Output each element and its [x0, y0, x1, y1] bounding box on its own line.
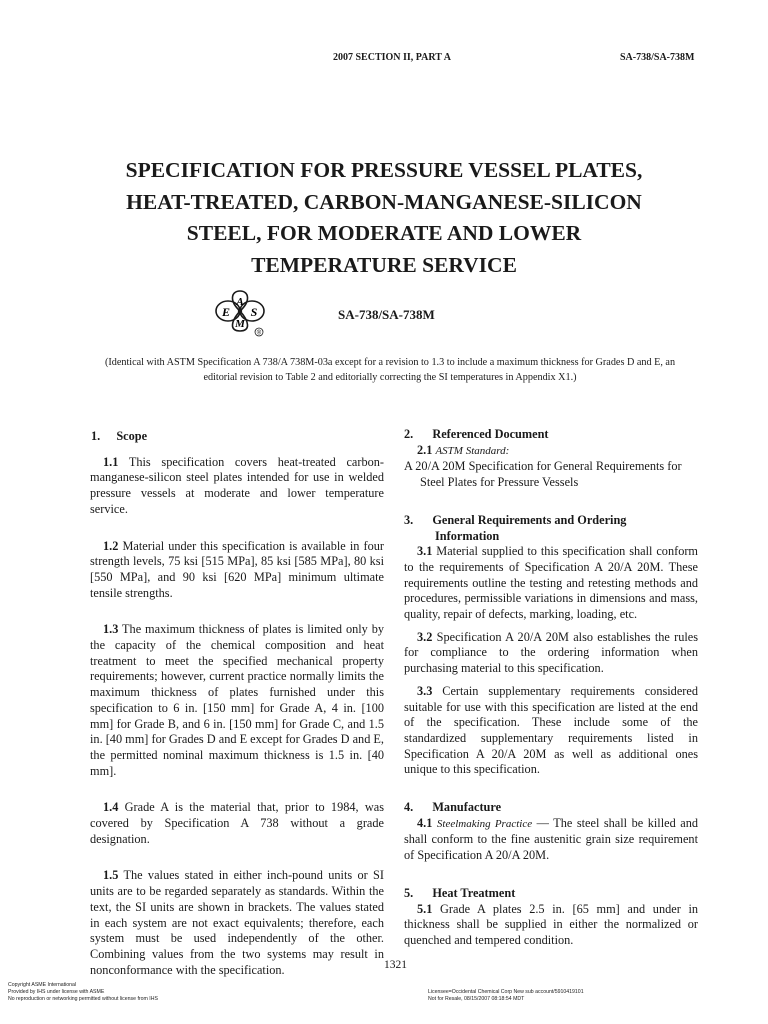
title-line: HEAT-TREATED, CARBON-MANGANESE-SILICON: [126, 189, 642, 214]
paragraph-text: — The steel shall be killed and shall conform to the fine austenitic grain size requirement of Specification A 20/A 20M.: [404, 815, 698, 863]
paragraph-text: The maximum thickness of plates is limited only by the capacity of the chemical composition and heat treatment to meet the specified mechanical property requirements; however, current practice normally limits the maximum thickness of plates furnished under this specification to 6 in. [150 mm] for Grade A, 4 in. [100 mm] for Grade B, and 6 in. [150 mm] for Grade C, and 1.5 in. [40 mm] for Grades D and E except for Grades D and E, the permitted nominal maximum thickness is 1.5 in. [40 mm].: [90, 622, 385, 778]
paragraph-text: Material under this specification is available in four strength levels, 75 ksi [515 MPa], 85 ksi [585 MPa], 80 ksi [550 MPa], and 90 ksi [620 MPa] minimum ultimate tensile strengths.: [90, 538, 384, 600]
paragraph-text: This specification covers heat-treated carbon-manganese-silicon steel plates intended for use in welded pressure vessels at moderate and lower temperature service.: [90, 454, 384, 516]
section-number: 3.: [404, 512, 414, 527]
svg-text:®: ®: [256, 330, 262, 337]
footer-line: Licensee=Occidental Chemical Corp New sub account/5910419101: [428, 989, 584, 995]
footer-line: Provided by IHS under license with ASME: [8, 988, 105, 995]
paragraph-number: 5.1: [417, 901, 433, 916]
paragraph-number: 4.1: [417, 815, 433, 830]
section-title: General Requirements and Ordering: [432, 512, 627, 527]
paragraph-number: 2.1: [417, 442, 433, 457]
svg-text:A: A: [236, 296, 244, 308]
footer-line: Copyright ASME International: [8, 982, 77, 988]
paragraph-3-2: [404, 630, 698, 677]
paragraph-text: Material supplied to this specification shall conform to the requirements of Specification A 20/A 20M. These requirements outline the testing and retesting methods and procedures, permissible variations in dimensions and mass, quality, repair of defects, marking, loading, etc.: [404, 544, 699, 622]
section-number: 5.: [404, 885, 414, 900]
left-column: [90, 429, 384, 978]
section-heading-general-requirements: [404, 513, 698, 544]
paragraph-number: 3.2: [417, 629, 433, 644]
title-line: STEEL, FOR MODERATE AND LOWER: [186, 221, 582, 245]
paragraph-number: 1.2: [103, 538, 119, 553]
paragraph-number: 1.1: [103, 454, 119, 469]
paragraph-text: Grade A is the material that, prior to 1984, was covered by Specification A 738 without a grade designation.: [90, 800, 384, 846]
paragraph-text: The values stated in either inch-pound units or SI units are to be regarded separately as standards. Within the text, the SI units are shown in brackets. The values stated in each system are not exact equivalents; therefore, each system must be used independently of the other. Combining values from the two systems may result in nonconformance with the specification.: [90, 868, 384, 977]
paragraph-1-2: [90, 539, 384, 602]
running-header-right: SA-738/SA-738M: [620, 52, 695, 63]
reference-entry: A 20/A 20M Specification for General Requirements for Steel Plates for Pressure Vessels: [404, 459, 682, 490]
paragraph-1-5: [90, 868, 384, 978]
running-header-left: 2007 SECTION II, PART A: [333, 52, 451, 63]
paragraph-5-1: [404, 902, 698, 949]
paragraph-3-1: [404, 544, 698, 623]
title-line: TEMPERATURE SERVICE: [251, 252, 517, 277]
paragraph-text: Grade A plates 2.5 in. [65 mm] and under in thickness shall be supplied in either the normalized or quenched and tempered condition.: [404, 901, 699, 947]
section-heading-scope: [91, 429, 384, 445]
footer-line: Not for Resale, 08/15/2007 08:18:54 MDT: [428, 995, 525, 1002]
paragraph-number: 1.4: [103, 800, 119, 815]
paragraph-label: Steelmaking Practice: [436, 817, 533, 830]
asme-logo: [206, 287, 274, 349]
section-number: 4.: [404, 800, 414, 815]
right-column: [404, 427, 698, 949]
section-heading-heat-treatment: [404, 886, 698, 902]
paragraph-number: 3.1: [417, 544, 433, 559]
section-title: Manufacture: [432, 800, 502, 815]
paragraph-4-1: [404, 816, 698, 864]
paragraph-number: 1.5: [103, 868, 119, 883]
paragraph-text: Specification A 20/A 20M also establishes the rules for compliance to the ordering information when purchasing material to this specification.: [404, 629, 699, 676]
section-number: 2.: [404, 427, 414, 441]
svg-text:E: E: [221, 305, 231, 319]
section-title-continued: Information: [435, 528, 500, 543]
svg-text:S: S: [250, 305, 258, 319]
svg-text:M: M: [235, 318, 245, 330]
paragraph-2-1: [404, 443, 698, 460]
section-heading-manufacture: [404, 800, 698, 816]
specification-designation: SA-738/SA-738M: [338, 307, 435, 322]
footer-left: [8, 982, 158, 1002]
section-number: 1.: [91, 429, 101, 443]
footer-line: No reproduction or networking permitted without license from IHS: [8, 995, 158, 1002]
paragraph-1-3: [90, 622, 384, 779]
paragraph-number: 3.3: [417, 683, 433, 698]
paragraph-1-1: [90, 455, 384, 518]
section-heading-referenced-document: [404, 427, 698, 443]
paragraph-1-4: [90, 800, 384, 847]
paragraph-3-3: [404, 684, 698, 778]
paragraph-text: Certain supplementary requirements considered suitable for use with this specification are listed at the end of the specification. These include some of the standardized supplementary requirements listed in Specification A 20/A 20M as well as additional ones unique to this specification.: [404, 683, 698, 777]
paragraph-number: 1.3: [103, 622, 119, 637]
title-line: SPECIFICATION FOR PRESSURE VESSEL PLATES,: [125, 158, 643, 182]
paragraph-label: ASTM Standard:: [435, 444, 510, 457]
identity-note: (Identical with ASTM Specification A 738/A 738M-03a except for a revision to 1.3 to include a maximum thickness for Grades D and E, an editorial revision to Table 2 and editorially correcting the SI temperatures in Appendix X1.): [104, 357, 676, 383]
section-title: Heat Treatment: [432, 885, 516, 900]
section-title: Referenced Document: [432, 427, 549, 441]
footer-right: [428, 989, 584, 1003]
page-number: 1321: [384, 959, 407, 971]
section-title: Scope: [116, 429, 148, 443]
document-title: [60, 155, 708, 281]
